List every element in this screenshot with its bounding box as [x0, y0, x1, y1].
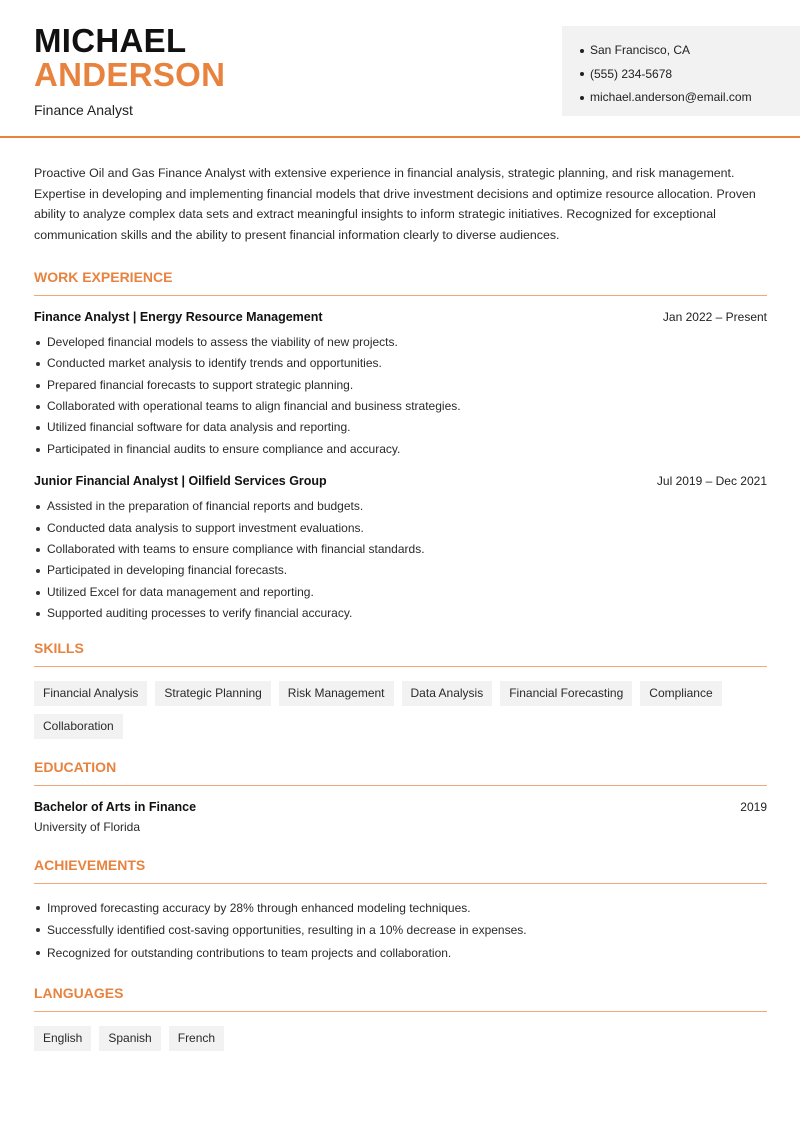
location-text: San Francisco, CA [590, 43, 691, 57]
education-section [34, 759, 767, 834]
achievements-section [34, 857, 767, 965]
first-name: MICHAEL [34, 22, 187, 59]
job-entry [34, 474, 767, 624]
section-title: WORK EXPERIENCE [34, 269, 767, 296]
list-item: Recognized for outstanding contributions to team projects and collaboration. [34, 942, 767, 965]
school-name: University of Florida [34, 819, 141, 834]
work-experience-section [34, 269, 767, 625]
bullet-icon [580, 96, 584, 100]
job-entry [34, 310, 767, 460]
contact-email [580, 86, 800, 110]
education-year: 2019 [740, 799, 767, 814]
achievement-bullets [34, 897, 767, 965]
skill-tag: Financial Forecasting [500, 681, 632, 706]
resume-body [34, 163, 767, 1051]
list-item: Prepared financial forecasts to support strategic planning. [34, 375, 767, 396]
list-item: Collaborated with operational teams to align financial and business strategies. [34, 396, 767, 417]
skills-section [34, 640, 767, 739]
job-role: Finance Analyst | Energy Resource Management [34, 309, 323, 324]
job-title: Finance Analyst [34, 102, 133, 118]
language-tag: Spanish [99, 1026, 160, 1051]
job-date: Jan 2022 – Present [662, 309, 767, 324]
job-date: Jul 2019 – Dec 2021 [656, 474, 767, 489]
skill-tag: Financial Analysis [34, 681, 147, 706]
job-role: Junior Financial Analyst | Oilfield Services Group [34, 474, 327, 489]
section-title: SKILLS [34, 640, 767, 667]
list-item: Participated in developing financial forecasts. [34, 560, 767, 581]
email-text: michael.anderson@email.com [590, 90, 752, 104]
language-tag: English [34, 1026, 91, 1051]
contact-location [580, 39, 800, 63]
skill-tag: Compliance [640, 681, 721, 706]
languages-section [34, 985, 767, 1051]
list-item: Utilized financial software for data analysis and reporting. [34, 417, 767, 438]
section-title: ACHIEVEMENTS [34, 857, 767, 884]
contact-box [562, 26, 800, 116]
language-tags [34, 1026, 767, 1051]
job-bullets [34, 496, 767, 624]
job-header [34, 310, 767, 324]
skill-tag: Collaboration [34, 714, 123, 739]
list-item: Successfully identified cost-saving opportunities, resulting in a 10% decrease in expenses. [34, 919, 767, 942]
list-item: Improved forecasting accuracy by 28% through enhanced modeling techniques. [34, 897, 767, 920]
contact-phone [580, 63, 800, 87]
summary-text: Proactive Oil and Gas Finance Analyst with extensive experience in financial analysis, strategic planning, and risk management. Expertise in developing and implementing financial models that drive investment decisions and optimize resource allocation. Proven ability to analyze complex data sets and extract meaningful insights to inform strategic initiatives. Recognized for exceptional communication skills and the ability to present financial information clearly to diverse audiences. [34, 166, 756, 243]
job-bullets [34, 332, 767, 460]
resume-header [0, 0, 800, 138]
section-title: LANGUAGES [34, 985, 767, 1012]
section-title: EDUCATION [34, 759, 767, 786]
degree: Bachelor of Arts in Finance [34, 799, 197, 814]
phone-text: (555) 234-5678 [590, 66, 673, 81]
last-name: ANDERSON [34, 56, 226, 93]
language-tag: French [169, 1026, 224, 1051]
skill-tag: Risk Management [279, 681, 394, 706]
list-item: Developed financial models to assess the viability of new projects. [34, 332, 767, 353]
name-block [34, 24, 225, 118]
education-header [34, 800, 767, 814]
bullet-icon [580, 49, 584, 53]
list-item: Conducted market analysis to identify trends and opportunities. [34, 353, 767, 374]
skills-tags [34, 681, 767, 739]
list-item: Utilized Excel for data management and reporting. [34, 582, 767, 603]
list-item: Assisted in the preparation of financial reports and budgets. [34, 496, 767, 517]
skill-tag: Data Analysis [402, 681, 493, 706]
list-item: Supported auditing processes to verify financial accuracy. [34, 603, 767, 624]
list-item: Collaborated with teams to ensure compliance with financial standards. [34, 539, 767, 560]
job-header [34, 474, 767, 488]
list-item: Conducted data analysis to support investment evaluations. [34, 518, 767, 539]
bullet-icon [580, 72, 584, 76]
list-item: Participated in financial audits to ensure compliance and accuracy. [34, 439, 767, 460]
skill-tag: Strategic Planning [155, 681, 270, 706]
